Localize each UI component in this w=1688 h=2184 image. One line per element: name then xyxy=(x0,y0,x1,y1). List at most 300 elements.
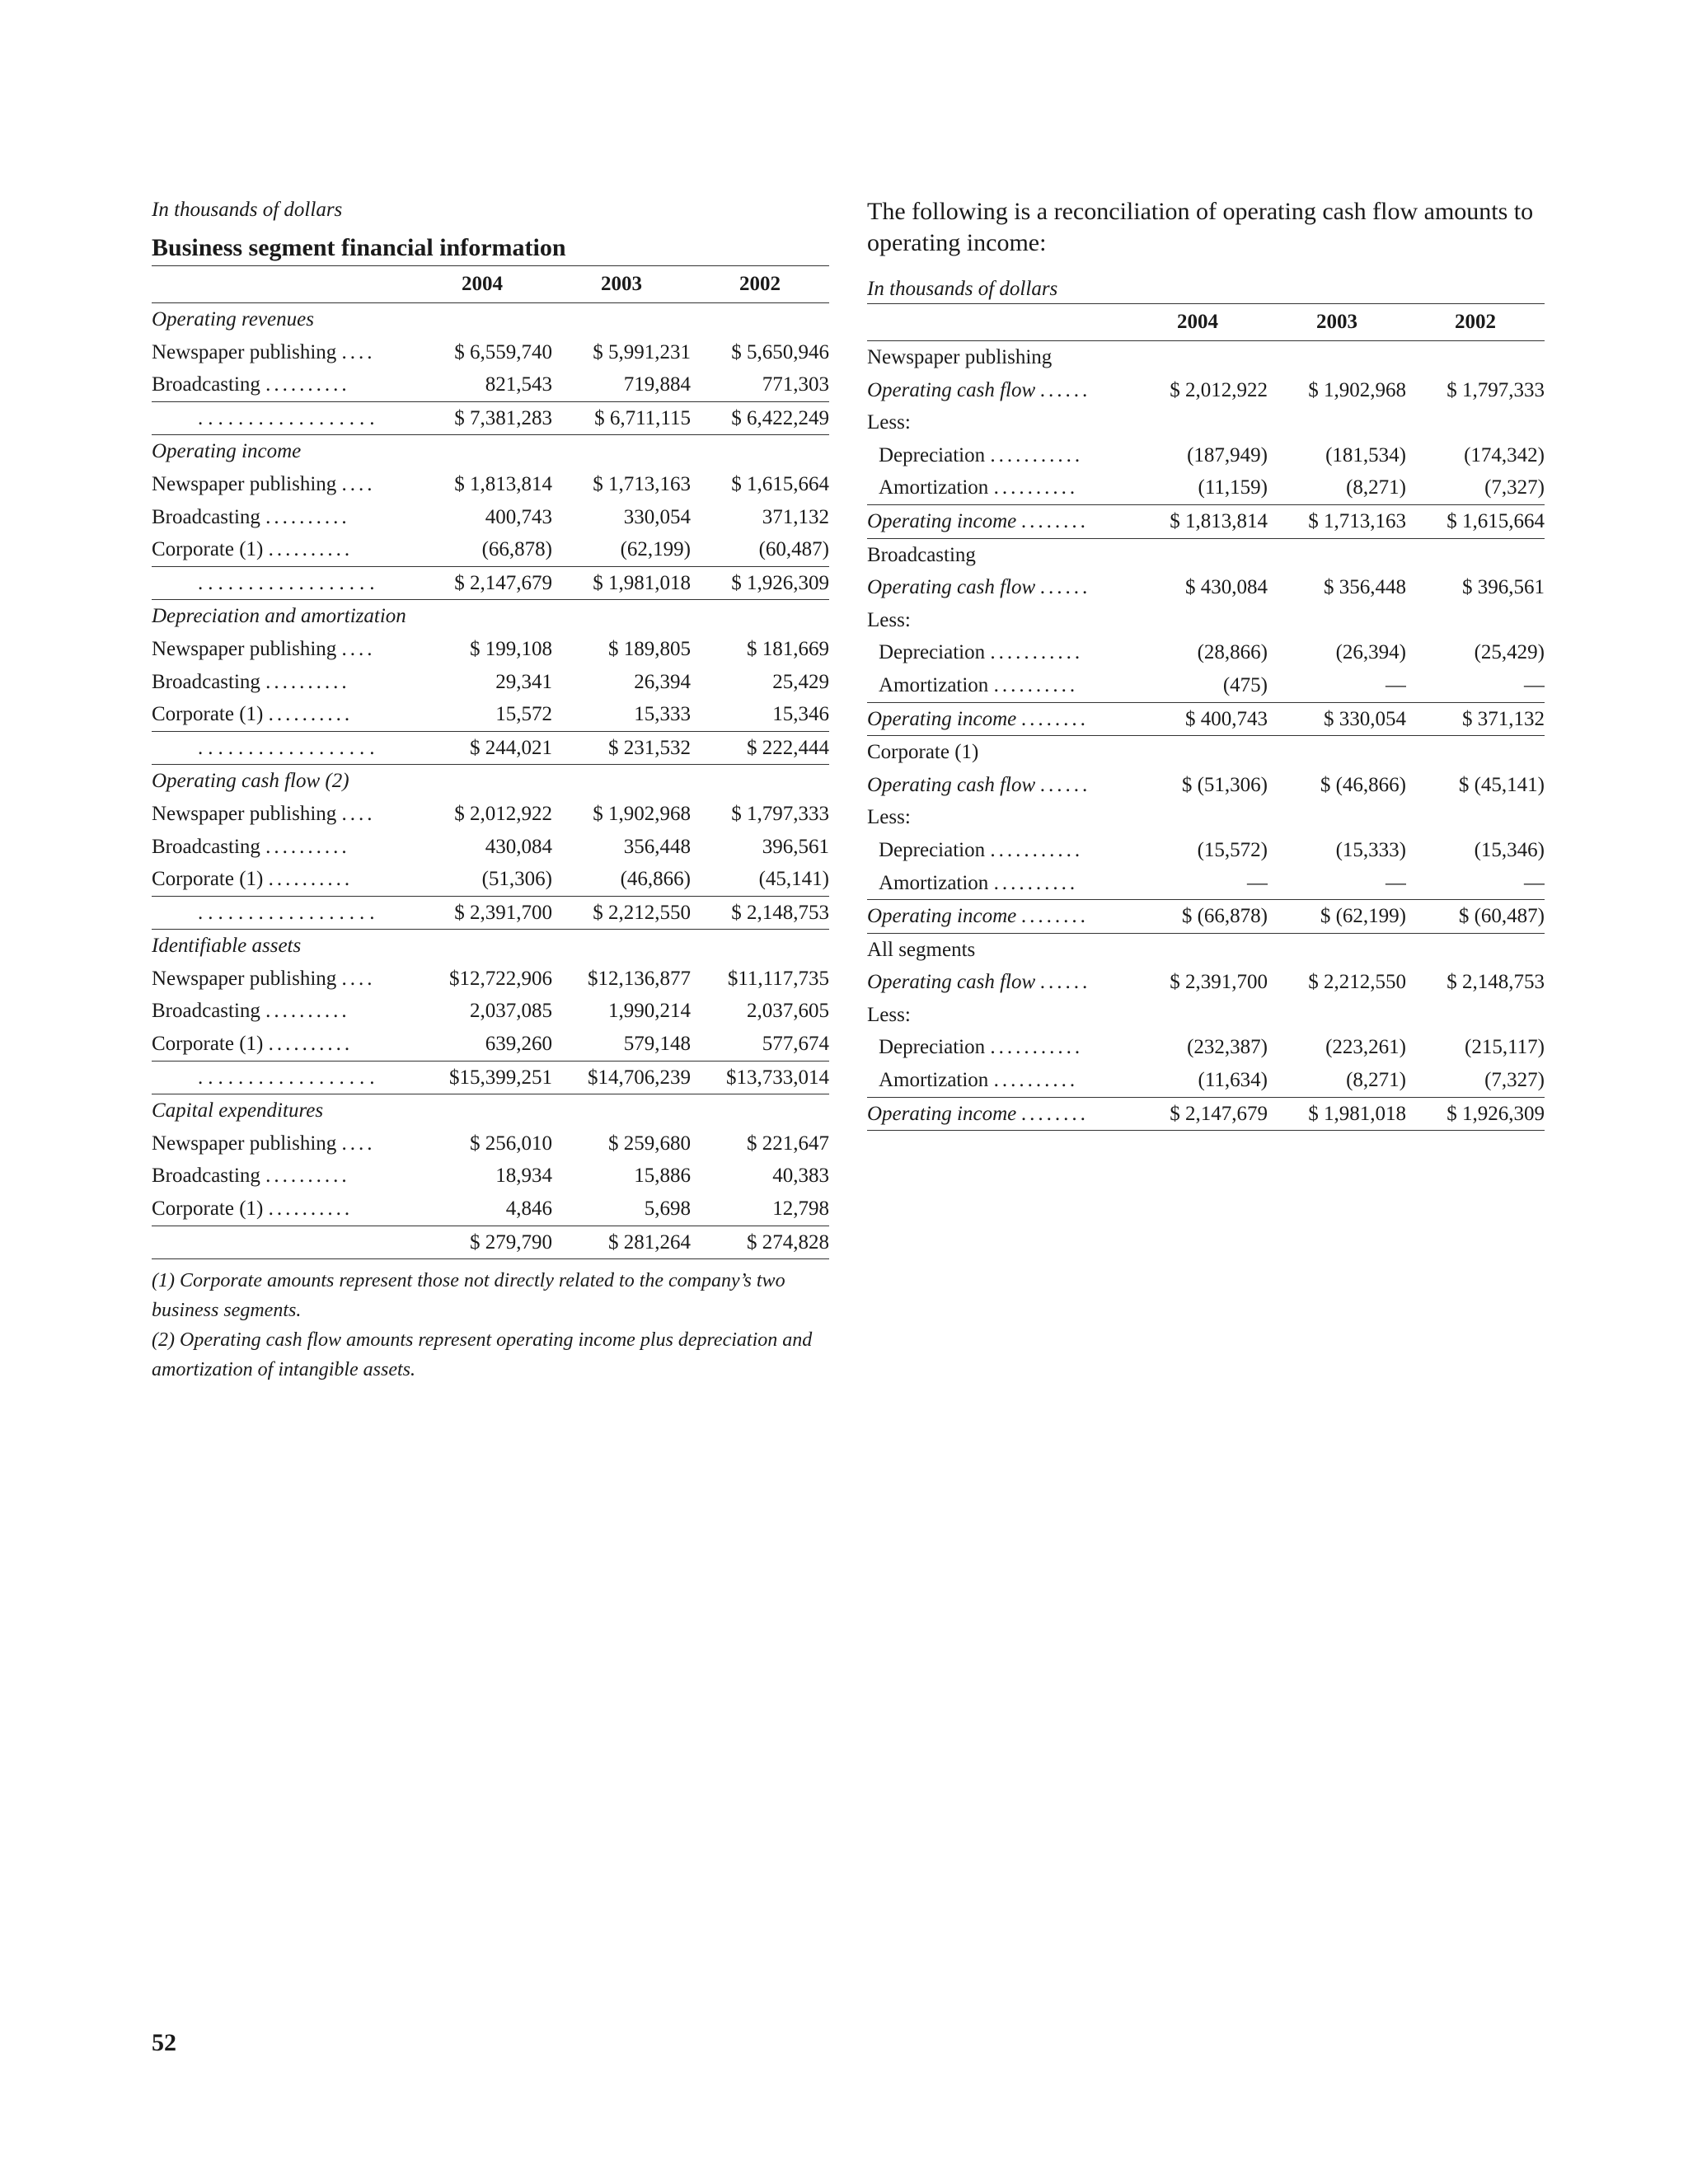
row-label: Newspaper publishing xyxy=(152,637,337,660)
row-label: Newspaper publishing xyxy=(152,1132,337,1155)
value-cell: $ 5,991,231 xyxy=(593,340,691,363)
value-cell: $ 222,444 xyxy=(691,731,829,765)
value-cell: — xyxy=(1268,867,1406,900)
footnote-2: (2) Operating cash flow amounts represent operating income plus depreciation and amortization of intangible assets. xyxy=(152,1329,813,1381)
table-row xyxy=(152,666,829,699)
year-header-2002: 2002 xyxy=(691,266,829,303)
less-label: Less: xyxy=(867,806,911,829)
value-cell: 29,341 xyxy=(495,670,552,693)
less-label: Less: xyxy=(867,608,911,631)
less-row xyxy=(867,999,1545,1032)
value-cell: $ 2,147,679 xyxy=(1128,1097,1268,1131)
dot-leader: .......... xyxy=(993,871,1079,894)
row-label: Operating cash flow xyxy=(867,576,1036,599)
amortization-row xyxy=(867,471,1545,504)
table-row xyxy=(152,368,829,401)
reconciliation-table xyxy=(867,303,1545,1131)
value-cell: $ 2,212,550 xyxy=(552,896,691,930)
value-cell: 26,394 xyxy=(634,670,691,693)
value-cell: — xyxy=(1128,867,1268,900)
value-cell: $ 330,054 xyxy=(1268,702,1406,736)
page-number: 52 xyxy=(152,2029,176,2056)
value-cell: $ 221,647 xyxy=(747,1132,829,1155)
value-cell: 579,148 xyxy=(552,1028,691,1061)
cash-flow-label xyxy=(867,374,1128,407)
depreciation-row xyxy=(867,834,1545,867)
operating-income-row xyxy=(867,702,1545,736)
reconciliation-column xyxy=(867,196,1545,1131)
segment-table-body xyxy=(152,303,829,1259)
row-label: Depreciation xyxy=(879,443,986,466)
group-name: All segments xyxy=(867,938,976,961)
dot-leader: .......... xyxy=(268,1197,354,1221)
depreciation-label xyxy=(867,439,1128,472)
value-cell: 2,037,085 xyxy=(470,1000,552,1023)
operating-income-label xyxy=(867,900,1128,934)
row-label: Corporate (1) xyxy=(152,703,264,726)
value-cell: 400,743 xyxy=(485,505,552,528)
value-cell: (11,159) xyxy=(1128,471,1268,504)
value-cell: $ (66,878) xyxy=(1128,900,1268,934)
table-row xyxy=(152,1028,829,1061)
dot-leader: .......... xyxy=(265,373,350,396)
year-header-2003: 2003 xyxy=(552,266,691,303)
value-cell: (60,487) xyxy=(691,533,829,566)
value-cell: $ 1,902,968 xyxy=(593,802,691,825)
cash-flow-row xyxy=(867,769,1545,802)
value-cell: $ 279,790 xyxy=(412,1226,552,1259)
value-cell: $ (62,199) xyxy=(1268,900,1406,934)
row-label: Broadcasting xyxy=(152,505,260,528)
value-cell: (223,261) xyxy=(1325,1036,1406,1059)
value-cell: $ 2,148,753 xyxy=(691,896,829,930)
table-row xyxy=(152,963,829,996)
section-heading-row xyxy=(152,303,829,336)
amortization-label xyxy=(867,471,1128,504)
section-heading-row xyxy=(152,765,829,798)
value-cell: 15,346 xyxy=(691,698,829,731)
total-row xyxy=(152,896,829,930)
year-header-2004: 2004 xyxy=(412,266,552,303)
table-row xyxy=(152,798,829,831)
value-cell: (181,534) xyxy=(1325,443,1406,466)
table-row xyxy=(152,995,829,1028)
row-label-cell xyxy=(152,995,412,1028)
row-label-cell xyxy=(152,666,412,699)
section-heading: Operating income xyxy=(152,440,302,463)
depreciation-label xyxy=(867,1031,1128,1064)
row-label-cell xyxy=(152,863,412,896)
depreciation-label xyxy=(867,834,1128,867)
row-label-cell xyxy=(152,468,412,501)
cash-flow-row xyxy=(867,571,1545,604)
row-label-cell xyxy=(152,1193,412,1226)
reconciliation-intro: The following is a reconciliation of operating cash flow amounts to operating income: xyxy=(867,198,1534,256)
dot-leader: ...... xyxy=(1040,971,1091,994)
dot-leader: .......... xyxy=(265,505,350,528)
value-cell: (174,342) xyxy=(1464,443,1545,466)
row-label-cell xyxy=(152,1028,412,1061)
depreciation-label xyxy=(867,636,1128,669)
row-label: Depreciation xyxy=(879,641,986,664)
amortization-row xyxy=(867,669,1545,702)
total-row xyxy=(152,1061,829,1094)
row-label: Amortization xyxy=(879,1069,989,1092)
row-label-cell xyxy=(152,798,412,831)
value-cell: 577,674 xyxy=(691,1028,829,1061)
table-row xyxy=(152,336,829,369)
year-header-2003: 2003 xyxy=(1268,304,1406,341)
value-cell: (15,572) xyxy=(1197,838,1268,861)
value-cell: 5,698 xyxy=(552,1193,691,1226)
value-cell: $ 1,797,333 xyxy=(1447,378,1545,401)
cash-flow-row xyxy=(867,966,1545,999)
amortization-label xyxy=(867,1064,1128,1097)
row-label: Broadcasting xyxy=(152,835,260,858)
value-cell: (15,346) xyxy=(1474,838,1545,861)
dot-leader: ........... xyxy=(990,641,1084,664)
value-cell: $ 1,615,664 xyxy=(1406,504,1545,538)
value-cell: 771,303 xyxy=(691,368,829,401)
value-cell: $ (60,487) xyxy=(1406,900,1545,934)
value-cell: $ 231,532 xyxy=(552,731,691,765)
value-cell: $ 2,212,550 xyxy=(1308,971,1406,994)
group-name-row xyxy=(867,933,1545,966)
row-label-cell xyxy=(152,633,412,666)
footnotes xyxy=(152,1266,829,1385)
table-row xyxy=(152,1160,829,1193)
section-heading: Capital expenditures xyxy=(152,1099,324,1122)
value-cell: $ 1,813,814 xyxy=(454,472,552,495)
value-cell: (8,271) xyxy=(1268,1064,1406,1097)
depreciation-row xyxy=(867,439,1545,472)
value-cell: (8,271) xyxy=(1268,471,1406,504)
value-cell: $ 274,828 xyxy=(691,1226,829,1259)
row-label: Operating income xyxy=(867,707,1017,730)
value-cell: $ (51,306) xyxy=(1181,773,1268,796)
row-label: Depreciation xyxy=(879,1036,986,1059)
amortization-row xyxy=(867,867,1545,900)
dot-leader: .......... xyxy=(265,1000,350,1023)
total-row xyxy=(152,1226,829,1259)
footnote-1: (1) Corporate amounts represent those not directly related to the company’s two business segments. xyxy=(152,1270,785,1322)
row-label: Broadcasting xyxy=(152,373,260,396)
dot-leader: .......... xyxy=(993,1069,1079,1092)
dot-leader: .......... xyxy=(268,703,354,726)
dot-leader: .......... xyxy=(265,670,350,693)
value-cell: — xyxy=(1406,867,1545,900)
row-label-cell xyxy=(152,501,412,534)
value-cell: 12,798 xyxy=(691,1193,829,1226)
row-label-cell xyxy=(152,1160,412,1193)
group-name: Newspaper publishing xyxy=(867,346,1053,368)
units-caption: In thousands of dollars xyxy=(152,199,343,221)
row-label: Operating cash flow xyxy=(867,378,1036,401)
total-leader: .................. xyxy=(152,896,412,930)
value-cell: $12,136,877 xyxy=(588,967,691,990)
group-name: Corporate (1) xyxy=(867,741,979,764)
value-cell: (66,878) xyxy=(412,533,552,566)
row-label: Amortization xyxy=(879,673,989,696)
dot-leader: .......... xyxy=(993,476,1079,499)
dot-leader: .......... xyxy=(265,835,350,858)
row-label: Broadcasting xyxy=(152,1000,260,1023)
value-cell: $ 396,561 xyxy=(1462,576,1545,599)
row-label: Newspaper publishing xyxy=(152,967,337,990)
table-row xyxy=(152,1127,829,1160)
group-name: Broadcasting xyxy=(867,543,976,566)
row-label: Depreciation xyxy=(879,838,986,861)
value-cell: (11,634) xyxy=(1128,1064,1268,1097)
cash-flow-label xyxy=(867,571,1128,604)
value-cell: $ 2,012,922 xyxy=(454,802,552,825)
segment-financial-column xyxy=(152,196,829,1385)
header-spacer xyxy=(152,266,412,303)
table-row xyxy=(152,501,829,534)
value-cell: $ 400,743 xyxy=(1128,702,1268,736)
value-cell: $ 6,422,249 xyxy=(691,401,829,435)
value-cell: $ 281,264 xyxy=(552,1226,691,1259)
table-row xyxy=(152,468,829,501)
section-heading: Depreciation and amortization xyxy=(152,605,406,628)
year-header-2004: 2004 xyxy=(1128,304,1268,341)
dot-leader: .... xyxy=(341,802,376,825)
value-cell: $ 189,805 xyxy=(608,637,691,660)
value-cell: 1,990,214 xyxy=(608,1000,691,1023)
total-row xyxy=(152,566,829,600)
value-cell: 396,561 xyxy=(762,835,829,858)
table-row xyxy=(152,1193,829,1226)
value-cell: $ 1,926,309 xyxy=(1406,1097,1545,1131)
row-label: Corporate (1) xyxy=(152,1033,264,1056)
value-cell: $ 1,797,333 xyxy=(731,802,829,825)
value-cell: $ 371,132 xyxy=(1406,702,1545,736)
value-cell: $ 2,147,679 xyxy=(412,566,552,600)
row-label-cell xyxy=(152,963,412,996)
less-row xyxy=(867,406,1545,439)
value-cell: (475) xyxy=(1128,669,1268,702)
value-cell: (28,866) xyxy=(1197,641,1268,664)
section-heading: Identifiable assets xyxy=(152,935,302,958)
dot-leader: .... xyxy=(341,637,376,660)
value-cell: $15,399,251 xyxy=(412,1061,552,1094)
value-cell: $14,706,239 xyxy=(552,1061,691,1094)
dot-leader: ...... xyxy=(1040,378,1091,401)
value-cell: 2,037,605 xyxy=(747,1000,829,1023)
value-cell: $ 1,902,968 xyxy=(1308,378,1406,401)
value-cell: $ 181,669 xyxy=(747,637,829,660)
amortization-row xyxy=(867,1064,1545,1097)
value-cell: (51,306) xyxy=(412,863,552,896)
dot-leader: .... xyxy=(341,967,376,990)
total-row xyxy=(152,401,829,435)
operating-income-label xyxy=(867,702,1128,736)
operating-income-row xyxy=(867,504,1545,538)
value-cell: (15,333) xyxy=(1335,838,1406,861)
value-cell: $13,733,014 xyxy=(691,1061,829,1094)
value-cell: 371,132 xyxy=(762,505,829,528)
section-heading: Operating cash flow (2) xyxy=(152,770,349,793)
value-cell: 330,054 xyxy=(623,505,691,528)
value-cell: (25,429) xyxy=(1474,641,1545,664)
value-cell: (215,117) xyxy=(1465,1036,1545,1059)
total-leader: .................. xyxy=(152,566,412,600)
value-cell: 356,448 xyxy=(623,835,691,858)
value-cell: $ (46,866) xyxy=(1320,773,1406,796)
value-cell: $11,117,735 xyxy=(727,967,829,990)
cash-flow-row xyxy=(867,374,1545,407)
value-cell: (7,327) xyxy=(1406,1064,1545,1097)
header-spacer xyxy=(867,304,1128,341)
depreciation-row xyxy=(867,1031,1545,1064)
total-row xyxy=(152,731,829,765)
dot-leader: ........ xyxy=(1021,905,1090,928)
depreciation-row xyxy=(867,636,1545,669)
value-cell: (232,387) xyxy=(1187,1036,1268,1059)
dot-leader: ........ xyxy=(1021,1102,1090,1125)
value-cell: $ 6,711,115 xyxy=(552,401,691,435)
total-leader xyxy=(152,1226,412,1259)
section-heading-row xyxy=(152,600,829,633)
section-heading-row xyxy=(152,435,829,468)
value-cell: $ 1,926,309 xyxy=(691,566,829,600)
year-header-2002: 2002 xyxy=(1406,304,1545,341)
group-name-row xyxy=(867,538,1545,571)
dot-leader: .......... xyxy=(268,1033,354,1056)
row-label-cell xyxy=(152,831,412,864)
value-cell: $ 244,021 xyxy=(412,731,552,765)
row-label: Operating cash flow xyxy=(867,773,1036,796)
total-leader: .................. xyxy=(152,1061,412,1094)
table-row xyxy=(152,698,829,731)
value-cell: (62,199) xyxy=(552,533,691,566)
group-name-row xyxy=(867,736,1545,769)
dot-leader: ........ xyxy=(1021,707,1090,730)
section-heading-row xyxy=(152,930,829,963)
amortization-label xyxy=(867,867,1128,900)
dot-leader: .... xyxy=(341,340,376,363)
value-cell: $12,722,906 xyxy=(449,967,552,990)
row-label: Broadcasting xyxy=(152,670,260,693)
operating-income-label xyxy=(867,504,1128,538)
dot-leader: .......... xyxy=(993,673,1079,696)
less-row xyxy=(867,604,1545,637)
dot-leader: .......... xyxy=(268,868,354,891)
value-cell: (7,327) xyxy=(1406,471,1545,504)
dot-leader: ...... xyxy=(1040,773,1091,796)
value-cell: $ 2,391,700 xyxy=(1170,971,1268,994)
segment-financial-table xyxy=(152,265,829,1259)
row-label: Corporate (1) xyxy=(152,538,264,561)
row-label: Operating cash flow xyxy=(867,971,1036,994)
row-label: Corporate (1) xyxy=(152,868,264,891)
dot-leader: .......... xyxy=(268,538,354,561)
value-cell: 639,260 xyxy=(412,1028,552,1061)
row-label: Operating income xyxy=(867,905,1017,928)
less-label: Less: xyxy=(867,1003,911,1026)
group-name-row xyxy=(867,341,1545,374)
dot-leader: ........... xyxy=(990,443,1084,466)
value-cell: (46,866) xyxy=(552,863,691,896)
operating-income-label xyxy=(867,1097,1128,1131)
value-cell: $ 1,713,163 xyxy=(1268,504,1406,538)
row-label: Newspaper publishing xyxy=(152,340,337,363)
value-cell: 18,934 xyxy=(495,1165,552,1188)
row-label: Corporate (1) xyxy=(152,1197,264,1221)
value-cell: (187,949) xyxy=(1187,443,1268,466)
amortization-label xyxy=(867,669,1128,702)
table-row xyxy=(152,533,829,566)
value-cell: — xyxy=(1268,669,1406,702)
value-cell: $ 5,650,946 xyxy=(731,340,829,363)
row-label-cell xyxy=(152,368,412,401)
table-row xyxy=(152,863,829,896)
value-cell: $ 356,448 xyxy=(1324,576,1406,599)
value-cell: — xyxy=(1406,669,1545,702)
less-row xyxy=(867,801,1545,834)
value-cell: 821,543 xyxy=(412,368,552,401)
value-cell: (26,394) xyxy=(1335,641,1406,664)
table-row xyxy=(152,633,829,666)
row-label-cell xyxy=(152,336,412,369)
value-cell: $ 2,148,753 xyxy=(1447,971,1545,994)
value-cell: $ 1,713,163 xyxy=(593,472,691,495)
dot-leader: ........... xyxy=(990,838,1084,861)
dot-leader: .... xyxy=(341,1132,376,1155)
section-heading-row xyxy=(152,1094,829,1127)
row-label: Amortization xyxy=(879,476,989,499)
value-cell: 430,084 xyxy=(485,835,552,858)
dot-leader: ........ xyxy=(1021,509,1090,532)
value-cell: $ 7,381,283 xyxy=(412,401,552,435)
value-cell: $ (45,141) xyxy=(1458,773,1545,796)
value-cell: 40,383 xyxy=(772,1165,829,1188)
value-cell: $ 1,981,018 xyxy=(1268,1097,1406,1131)
dot-leader: .... xyxy=(341,472,376,495)
row-label-cell xyxy=(152,1127,412,1160)
operating-income-row xyxy=(867,1097,1545,1131)
reconciliation-table-body xyxy=(867,341,1545,1131)
value-cell: $ 2,012,922 xyxy=(1170,378,1268,401)
value-cell: $ 6,559,740 xyxy=(454,340,552,363)
value-cell: 15,886 xyxy=(634,1165,691,1188)
table-row xyxy=(152,831,829,864)
cash-flow-label xyxy=(867,769,1128,802)
row-label-cell xyxy=(152,533,412,566)
value-cell: $ 1,813,814 xyxy=(1128,504,1268,538)
value-cell: $ 199,108 xyxy=(470,637,552,660)
segment-table-title: Business segment financial information xyxy=(152,234,566,261)
row-label: Amortization xyxy=(879,871,989,894)
row-label: Newspaper publishing xyxy=(152,802,337,825)
value-cell: $ 1,615,664 xyxy=(731,472,829,495)
value-cell: 4,846 xyxy=(412,1193,552,1226)
dot-leader: .......... xyxy=(265,1165,350,1188)
value-cell: 719,884 xyxy=(552,368,691,401)
row-label: Newspaper publishing xyxy=(152,472,337,495)
value-cell: $ 1,981,018 xyxy=(552,566,691,600)
row-label: Broadcasting xyxy=(152,1165,260,1188)
value-cell: 15,333 xyxy=(552,698,691,731)
operating-income-row xyxy=(867,900,1545,934)
row-label: Operating income xyxy=(867,509,1017,532)
row-label: Operating income xyxy=(867,1102,1017,1125)
section-heading: Operating revenues xyxy=(152,308,314,330)
value-cell: 15,572 xyxy=(412,698,552,731)
total-leader: .................. xyxy=(152,401,412,435)
value-cell: $ 430,084 xyxy=(1185,576,1268,599)
dot-leader: ........... xyxy=(990,1036,1084,1059)
